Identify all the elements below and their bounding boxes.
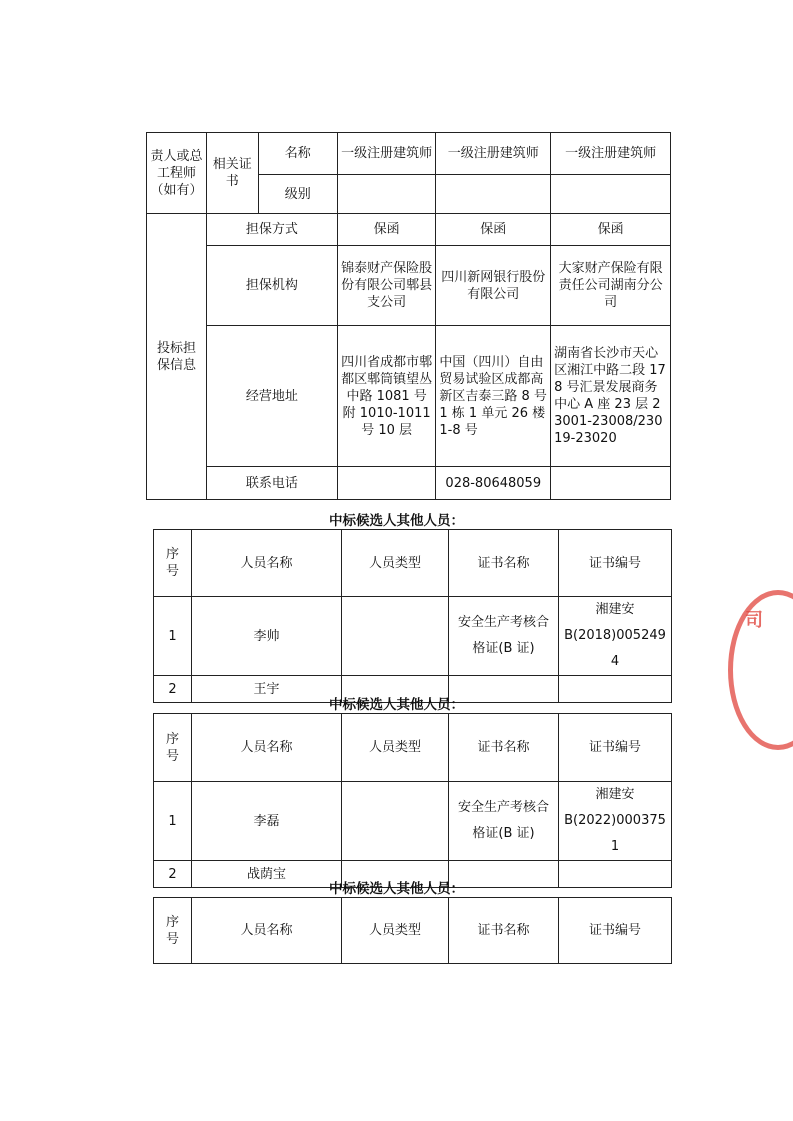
personnel-table-3 [153, 897, 672, 964]
row-cert-name: 安全生产考核合格证(B 证) [449, 782, 559, 861]
header-name: 人员名称 [192, 530, 342, 597]
header-type: 人员类型 [342, 530, 449, 597]
guarantor-3: 大家财产保险有限责任公司湖南分公司 [551, 246, 671, 326]
row-name: 李帅 [192, 597, 342, 676]
header-cert-name: 证书名称 [449, 530, 559, 597]
section-title-1: 中标候选人其他人员： [329, 513, 464, 529]
personnel-table-2 [153, 713, 672, 888]
header-cert-name: 证书名称 [449, 714, 559, 782]
row-cert-no [559, 597, 672, 676]
row-cert-no-line1: 湘建安 [595, 787, 635, 802]
phone-1 [337, 467, 436, 500]
cert-name-2: 一级注册建筑师 [436, 133, 551, 175]
personnel-table-1 [153, 529, 672, 703]
cert-label: 相关证书 [206, 133, 258, 214]
level-3 [551, 175, 671, 214]
role-label: 责人或总工程师（如有） [147, 133, 207, 214]
guarantee-type-3: 保函 [551, 214, 671, 246]
table-row [154, 597, 672, 676]
row-seq: 2 [154, 676, 192, 703]
guarantor-2: 四川新网银行股份有限公司 [436, 246, 551, 326]
address-label: 经营地址 [206, 326, 337, 467]
company-seal-text: 司 [745, 610, 763, 631]
phone-3 [551, 467, 671, 500]
cert-name-3: 一级注册建筑师 [551, 133, 671, 175]
row-seq: 1 [154, 597, 192, 676]
row-cert-no [559, 782, 672, 861]
row-cert-no-line2: B(2018)0052494 [564, 628, 666, 669]
row-type [342, 782, 449, 861]
row-seq: 2 [154, 861, 192, 888]
row-name: 王宇 [192, 676, 342, 703]
header-cert-no: 证书编号 [559, 714, 672, 782]
guarantee-type-2: 保函 [436, 214, 551, 246]
name-label: 名称 [258, 133, 337, 175]
section-title-3: 中标候选人其他人员： [329, 881, 464, 897]
guarantee-type-1: 保函 [337, 214, 436, 246]
header-cert-no: 证书编号 [559, 530, 672, 597]
cert-name-1: 一级注册建筑师 [337, 133, 436, 175]
header-cert-name: 证书名称 [449, 898, 559, 964]
address-3: 湖南省长沙市天心区湘江中路二段 178 号汇景发展商务中心 A 座 23 层 23001-23008/23019-23020 [551, 326, 671, 467]
header-name: 人员名称 [192, 898, 342, 964]
bid-info-table [146, 132, 671, 500]
phone-label: 联系电话 [206, 467, 337, 500]
phone-2: 028-80648059 [436, 467, 551, 500]
row-name: 李磊 [192, 782, 342, 861]
row-seq: 1 [154, 782, 192, 861]
header-name: 人员名称 [192, 714, 342, 782]
bid-guarantee-label: 投标担保信息 [147, 214, 207, 500]
table-row [154, 782, 672, 861]
row-type [342, 597, 449, 676]
header-seq: 序号 [154, 530, 192, 597]
row-cert-no-line1: 湘建安 [595, 602, 635, 617]
section-title-2: 中标候选人其他人员： [329, 697, 464, 713]
guarantor-label: 担保机构 [206, 246, 337, 326]
header-cert-no: 证书编号 [559, 898, 672, 964]
header-type: 人员类型 [342, 714, 449, 782]
row-cert-name: 安全生产考核合格证(B 证) [449, 597, 559, 676]
header-type: 人员类型 [342, 898, 449, 964]
header-seq: 序号 [154, 714, 192, 782]
level-2 [436, 175, 551, 214]
level-label: 级别 [258, 175, 337, 214]
row-name: 战荫宝 [192, 861, 342, 888]
header-seq: 序号 [154, 898, 192, 964]
guarantee-type-label: 担保方式 [206, 214, 337, 246]
address-2: 中国（四川）自由贸易试验区成都高新区吉泰三路 8 号 1 栋 1 单元 26 楼 1-8 号 [436, 326, 551, 467]
guarantor-1: 锦泰财产保险股份有限公司郫县支公司 [337, 246, 436, 326]
row-cert-no-line2: B(2022)0003751 [564, 813, 666, 854]
level-1 [337, 175, 436, 214]
address-1: 四川省成都市郫都区郫筒镇望丛中路 1081 号附 1010-1011 号 10 层 [337, 326, 436, 467]
